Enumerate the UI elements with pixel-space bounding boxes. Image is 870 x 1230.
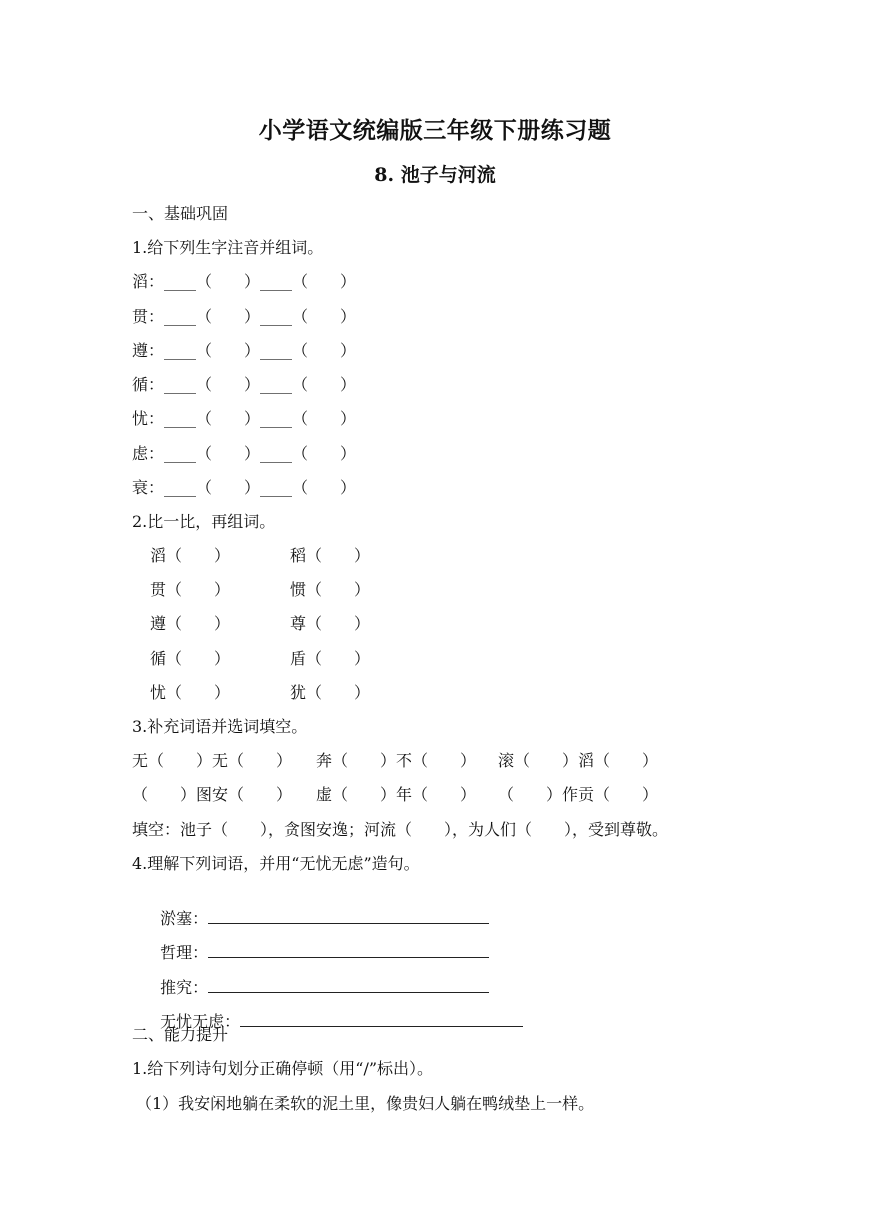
pinyin-row: 虑：____（ ）____（ ）: [132, 444, 357, 463]
term-label: 淤塞：: [160, 909, 209, 928]
term-label: 推究：: [160, 978, 209, 997]
pinyin-row: 遵：____（ ）____（ ）: [132, 341, 357, 360]
pinyin-row: 循：____（ ）____（ ）: [132, 375, 357, 394]
compare-left: 贯（ ）: [150, 580, 231, 599]
idiom-blank: 奔（ ）不（ ）: [316, 751, 477, 770]
compare-left: 循（ ）: [150, 649, 231, 668]
compare-right: 稻（ ）: [290, 546, 371, 565]
question-1-prompt: 1.给下列生字注音并组词。: [132, 238, 324, 257]
question-5-prompt: 1.给下列诗句划分正确停顿（用“/”标出）。: [132, 1059, 434, 1078]
fill-in-sentence: 填空：池子（ ），贪图安逸；河流（ ），为人们（ ），受到尊敬。: [132, 820, 669, 839]
answer-line[interactable]: [208, 942, 489, 958]
document-title: 小学语文统编版三年级下册练习题: [258, 117, 612, 144]
term-label: 哲理：: [160, 943, 209, 962]
term-label: 无忧无虑：: [160, 1012, 241, 1031]
idiom-blank: 虚（ ）年（ ）: [316, 785, 477, 804]
idiom-blank: （ ）作贡（ ）: [498, 785, 659, 804]
compare-right: 尊（ ）: [290, 614, 371, 633]
section-heading-basic: 一、基础巩固: [132, 204, 229, 223]
compare-right: 惯（ ）: [290, 580, 371, 599]
pinyin-row: 滔：____（ ）____（ ）: [132, 272, 357, 291]
pinyin-row: 贯：____（ ）____（ ）: [132, 307, 357, 326]
section-heading-advanced: 二、能力提升: [132, 1025, 229, 1044]
question-4-prompt: 4.理解下列词语，并用“无忧无虑”造句。: [132, 854, 420, 873]
pinyin-row: 忧：____（ ）____（ ）: [132, 409, 357, 428]
idiom-blank: 滚（ ）滔（ ）: [498, 751, 659, 770]
compare-left: 遵（ ）: [150, 614, 231, 633]
idiom-blank: 无（ ）无（ ）: [132, 751, 293, 770]
lesson-title: 8. 池子与河流: [374, 164, 496, 186]
poem-line-1: （1）我安闲地躺在柔软的泥土里，像贵妇人躺在鸭绒垫上一样。: [136, 1094, 595, 1113]
compare-right: 犹（ ）: [290, 683, 371, 702]
compare-left: 忧（ ）: [150, 683, 231, 702]
question-2-prompt: 2.比一比，再组词。: [132, 512, 276, 531]
compare-right: 盾（ ）: [290, 649, 371, 668]
pinyin-row: 衰：____（ ）____（ ）: [132, 478, 357, 497]
answer-line[interactable]: [240, 1011, 523, 1027]
question-3-prompt: 3.补充词语并选词填空。: [132, 717, 308, 736]
compare-left: 滔（ ）: [150, 546, 231, 565]
idiom-blank: （ ）图安（ ）: [132, 785, 293, 804]
